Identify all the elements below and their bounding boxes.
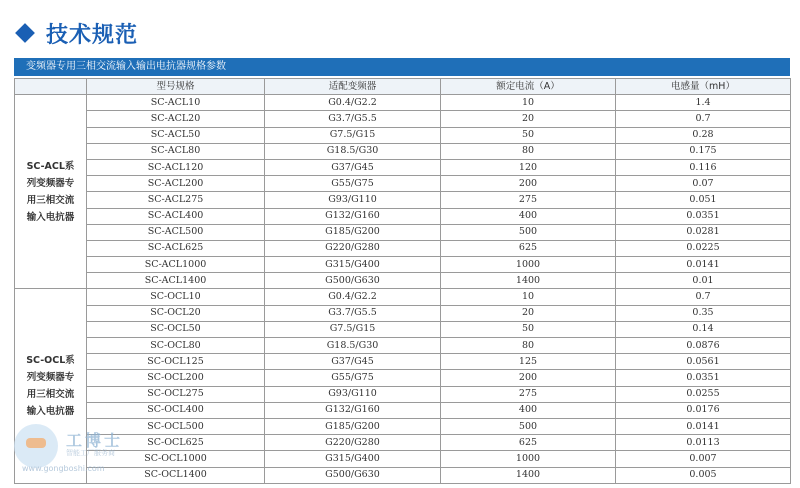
cell-current: 1400 xyxy=(441,273,616,289)
table-row xyxy=(15,127,791,143)
cell-current: 125 xyxy=(441,354,616,370)
watermark-name: 工博士 xyxy=(66,431,124,450)
table-row xyxy=(15,143,791,159)
cell-model: SC-OCL80 xyxy=(87,338,265,354)
table-row xyxy=(15,321,791,337)
cell-inductance: 0.7 xyxy=(616,289,791,305)
table-row xyxy=(15,273,791,289)
cell-model: SC-OCL400 xyxy=(87,402,265,418)
cell-inverter: G37/G45 xyxy=(265,159,441,175)
cell-inverter: G500/G630 xyxy=(265,467,441,483)
cell-current: 10 xyxy=(441,289,616,305)
cell-current: 1000 xyxy=(441,451,616,467)
cell-inverter: G315/G400 xyxy=(265,257,441,273)
corner-cell xyxy=(15,79,87,95)
cell-model: SC-OCL625 xyxy=(87,435,265,451)
cell-inverter: G0.4/G2.2 xyxy=(265,95,441,111)
cell-inverter: G220/G280 xyxy=(265,240,441,256)
table-row xyxy=(15,111,791,127)
diamond-bullet-icon xyxy=(15,23,35,43)
cell-model: SC-ACL625 xyxy=(87,240,265,256)
cell-inductance: 0.01 xyxy=(616,273,791,289)
page-header xyxy=(14,18,138,48)
series-label-cell: SC-ACL系列变频器专用三相交流输入电抗器 xyxy=(15,95,87,289)
column-header-inverter: 适配变频器 xyxy=(265,79,441,95)
cell-inductance: 0.0351 xyxy=(616,370,791,386)
cell-model: SC-OCL50 xyxy=(87,321,265,337)
cell-inductance: 0.0141 xyxy=(616,418,791,434)
cell-model: SC-OCL1400 xyxy=(87,467,265,483)
cell-current: 400 xyxy=(441,208,616,224)
cell-current: 500 xyxy=(441,418,616,434)
table-caption-banner: 变频器专用三相交流输入输出电抗器规格参数 xyxy=(14,58,790,76)
cell-inverter: G7.5/G15 xyxy=(265,321,441,337)
column-header-current: 额定电流（A） xyxy=(441,79,616,95)
watermark-tagline: 智能工厂服务商 xyxy=(66,449,115,457)
cell-model: SC-OCL1000 xyxy=(87,451,265,467)
cell-inductance: 0.07 xyxy=(616,176,791,192)
cell-inductance: 0.0113 xyxy=(616,435,791,451)
cell-inductance: 0.0141 xyxy=(616,257,791,273)
cell-current: 200 xyxy=(441,370,616,386)
cell-inverter: G55/G75 xyxy=(265,370,441,386)
cell-model: SC-ACL200 xyxy=(87,176,265,192)
cell-current: 50 xyxy=(441,127,616,143)
series-label-cell: SC-OCL系列变频器专用三相交流输入电抗器 xyxy=(15,289,87,483)
cell-inverter: G3.7/G5.5 xyxy=(265,305,441,321)
table-row xyxy=(15,354,791,370)
table-row xyxy=(15,192,791,208)
cell-inverter: G185/G200 xyxy=(265,224,441,240)
cell-inverter: G93/G110 xyxy=(265,192,441,208)
cell-inverter: G55/G75 xyxy=(265,176,441,192)
cell-current: 20 xyxy=(441,305,616,321)
table-row xyxy=(15,289,791,305)
cell-inverter: G220/G280 xyxy=(265,435,441,451)
watermark-url: www.gongboshi.com xyxy=(22,464,105,473)
cell-current: 50 xyxy=(441,321,616,337)
cell-current: 1400 xyxy=(441,467,616,483)
cell-model: SC-OCL275 xyxy=(87,386,265,402)
cell-inverter: G3.7/G5.5 xyxy=(265,111,441,127)
cell-current: 275 xyxy=(441,386,616,402)
cell-inductance: 0.116 xyxy=(616,159,791,175)
cell-current: 200 xyxy=(441,176,616,192)
cell-model: SC-ACL500 xyxy=(87,224,265,240)
cell-inverter: G37/G45 xyxy=(265,354,441,370)
cell-inductance: 1.4 xyxy=(616,95,791,111)
cell-current: 625 xyxy=(441,240,616,256)
cell-current: 10 xyxy=(441,95,616,111)
column-header-model: 型号规格 xyxy=(87,79,265,95)
page-title: 技术规范 xyxy=(46,22,139,48)
table-row xyxy=(15,159,791,175)
column-header-inductance: 电感量（mH） xyxy=(616,79,791,95)
cell-inverter: G315/G400 xyxy=(265,451,441,467)
cell-current: 400 xyxy=(441,402,616,418)
cell-inverter: G7.5/G15 xyxy=(265,127,441,143)
cell-inverter: G18.5/G30 xyxy=(265,338,441,354)
cell-inductance: 0.14 xyxy=(616,321,791,337)
cell-inductance: 0.35 xyxy=(616,305,791,321)
table-row xyxy=(15,370,791,386)
cell-model: SC-ACL120 xyxy=(87,159,265,175)
table-row xyxy=(15,224,791,240)
cell-inverter: G132/G160 xyxy=(265,402,441,418)
cell-inverter: G18.5/G30 xyxy=(265,143,441,159)
cell-current: 275 xyxy=(441,192,616,208)
cell-inverter: G93/G110 xyxy=(265,386,441,402)
cell-current: 625 xyxy=(441,435,616,451)
cell-model: SC-OCL200 xyxy=(87,370,265,386)
cell-current: 500 xyxy=(441,224,616,240)
robot-mascot-icon xyxy=(14,424,58,468)
cell-inductance: 0.0351 xyxy=(616,208,791,224)
cell-current: 120 xyxy=(441,159,616,175)
cell-model: SC-OCL10 xyxy=(87,289,265,305)
table-row xyxy=(15,95,791,111)
cell-model: SC-ACL1000 xyxy=(87,257,265,273)
cell-inductance: 0.0876 xyxy=(616,338,791,354)
cell-inductance: 0.7 xyxy=(616,111,791,127)
table-row xyxy=(15,338,791,354)
table-row xyxy=(15,386,791,402)
cell-inverter: G0.4/G2.2 xyxy=(265,289,441,305)
cell-inductance: 0.051 xyxy=(616,192,791,208)
table-row xyxy=(15,305,791,321)
cell-model: SC-ACL400 xyxy=(87,208,265,224)
table-row xyxy=(15,257,791,273)
cell-inductance: 0.0176 xyxy=(616,402,791,418)
cell-model: SC-OCL20 xyxy=(87,305,265,321)
cell-inductance: 0.005 xyxy=(616,467,791,483)
cell-inductance: 0.0561 xyxy=(616,354,791,370)
cell-inductance: 0.175 xyxy=(616,143,791,159)
table-header-row xyxy=(15,79,791,95)
cell-current: 1000 xyxy=(441,257,616,273)
cell-inverter: G185/G200 xyxy=(265,418,441,434)
table-row xyxy=(15,240,791,256)
cell-inverter: G132/G160 xyxy=(265,208,441,224)
cell-inductance: 0.0281 xyxy=(616,224,791,240)
cell-model: SC-OCL125 xyxy=(87,354,265,370)
cell-inductance: 0.0225 xyxy=(616,240,791,256)
cell-inductance: 0.0255 xyxy=(616,386,791,402)
cell-model: SC-OCL500 xyxy=(87,418,265,434)
watermark-logo xyxy=(8,416,158,476)
cell-inductance: 0.28 xyxy=(616,127,791,143)
cell-model: SC-ACL50 xyxy=(87,127,265,143)
cell-current: 80 xyxy=(441,338,616,354)
cell-model: SC-ACL275 xyxy=(87,192,265,208)
cell-inductance: 0.007 xyxy=(616,451,791,467)
cell-model: SC-ACL80 xyxy=(87,143,265,159)
cell-current: 80 xyxy=(441,143,616,159)
cell-inverter: G500/G630 xyxy=(265,273,441,289)
cell-model: SC-ACL20 xyxy=(87,111,265,127)
cell-model: SC-ACL1400 xyxy=(87,273,265,289)
cell-current: 20 xyxy=(441,111,616,127)
table-row xyxy=(15,208,791,224)
cell-model: SC-ACL10 xyxy=(87,95,265,111)
table-row xyxy=(15,176,791,192)
